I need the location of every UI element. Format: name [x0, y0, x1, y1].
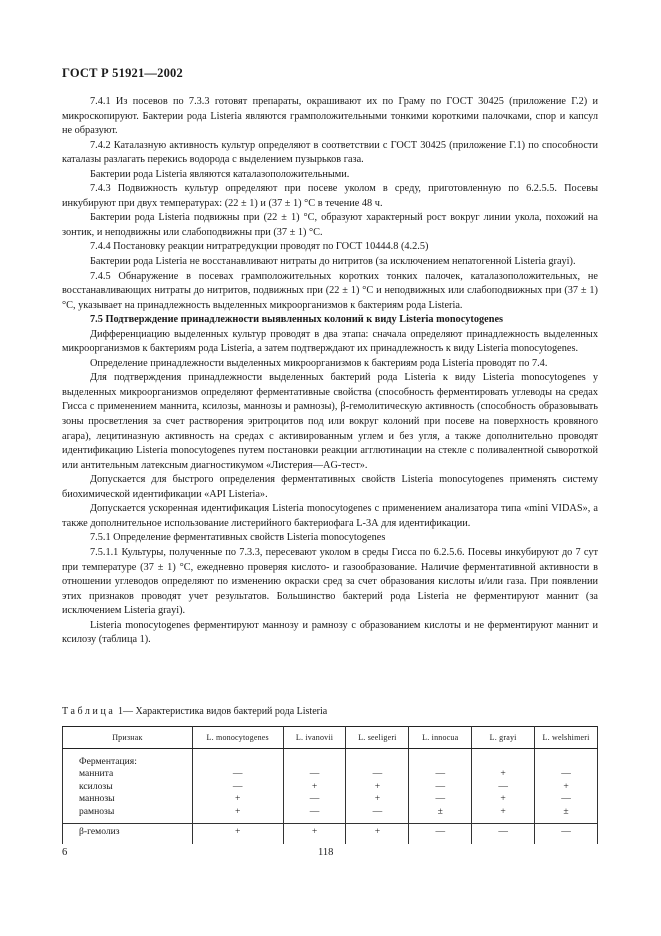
result-value: —	[561, 825, 571, 837]
result-value: +	[500, 768, 506, 780]
result-value: +	[374, 780, 381, 792]
result-value: —	[435, 825, 446, 837]
result-value: —	[309, 793, 320, 805]
result-value	[346, 756, 408, 768]
paragraph: 7.4.2 Каталазную активность культур определяют в соответствии с ГОСТ 30425 (приложение Г.1) по способности каталазы разлагать перекись водорода с выделением пузырьков газа.	[62, 139, 598, 166]
table-caption	[62, 706, 327, 717]
result-value: —	[435, 793, 446, 805]
result-value	[284, 756, 346, 768]
result-value: +	[500, 805, 506, 817]
result-value: —	[372, 805, 383, 817]
result-value: —	[435, 768, 446, 780]
result-value	[409, 756, 471, 768]
column-header-seeligeri: L. seeligeri	[346, 727, 409, 749]
result-value: —	[498, 825, 508, 837]
result-value: ±	[437, 805, 443, 817]
body-text	[62, 95, 598, 648]
table-row	[63, 749, 598, 824]
feature-label: маннита	[79, 768, 114, 780]
paragraph: Определение принадлежности выделенных микроорганизмов к бактериям рода Listeria проводят по 7.4.	[90, 357, 548, 369]
paragraph: Listeria monocytogenes ферментируют маннозу и рамнозу с образованием кислоты и не ферментируют маннит и ксилозу (таблица 1).	[62, 619, 598, 646]
result-value: —	[232, 780, 243, 792]
result-value: —	[498, 780, 508, 792]
result-value: —	[232, 768, 243, 780]
column-header-grayi: L. grayi	[472, 727, 535, 749]
column-header-feature: Признак	[63, 727, 193, 749]
result-value: —	[372, 768, 383, 780]
value-cell	[472, 823, 535, 844]
result-value: +	[500, 793, 506, 805]
paragraph: Допускается для быстрого определения ферментативных свойств Listeria monocytogenes применять систему биохимической идентификации «API Listeria».	[62, 474, 598, 500]
value-cell	[346, 823, 409, 844]
paragraph: 7.4.1 Из посевов по 7.3.3 готовят препараты, окрашивают их по Граму по ГОСТ 30425 (приложение Г.2) и микроскопируют. Бактерии рода Listeria являются грамположительными тонкими короткими палочками, спор и капсул не образуют.	[62, 96, 598, 137]
feature-label: маннозы	[79, 793, 115, 805]
result-value: +	[563, 780, 569, 792]
result-value: —	[561, 793, 571, 805]
value-cell	[283, 823, 346, 844]
result-value: +	[234, 825, 241, 837]
paragraph: Бактерии рода Listeria подвижны при (22 ± 1) °С, образуют характерный рост вокруг линии укола, похожий на зонтик, и неподвижны или слабоподвижны при (37 ± 1) °С.	[62, 212, 598, 238]
listeria-species-table	[62, 726, 598, 844]
feature-label: β-гемолиз	[79, 825, 120, 837]
paragraph: 7.4.3 Подвижность культур определяют при посеве уколом в среду, приготовленную по 6.2.5.5. Посевы инкубируют при двух температурах: (22 ± 1) и (37 ± 1) °С в течение 48 ч.	[62, 183, 598, 209]
sheet-number: 118	[318, 847, 334, 858]
feature-label: рамнозы	[79, 805, 115, 817]
paragraph: 7.5.1 Определение ферментативных свойств Listeria monocytogenes	[90, 532, 386, 544]
value-cell	[409, 749, 472, 824]
value-cell	[192, 823, 283, 844]
result-value: —	[435, 780, 446, 792]
column-header-monocytogenes: L. monocytogenes	[192, 727, 283, 749]
value-cell	[192, 749, 283, 824]
feature-label: ксилозы	[79, 780, 113, 792]
result-value: —	[309, 768, 320, 780]
value-cell	[409, 823, 472, 844]
value-cell	[472, 749, 535, 824]
result-value: ±	[563, 805, 569, 817]
result-value: +	[311, 780, 318, 792]
value-cell	[535, 823, 598, 844]
table-caption-word: Таблица	[62, 706, 116, 717]
table-caption-text: 1— Характеристика видов бактерий рода Listeria	[115, 706, 328, 717]
value-cell	[535, 749, 598, 824]
value-cell	[346, 749, 409, 824]
result-value: +	[374, 793, 381, 805]
feature-cell	[63, 823, 193, 844]
paragraph: Допускается ускоренная идентификация Listeria monocytogenes с применением анализатора типа «mini VIDAS», а также дополнительное использование листерийного бактериофага L-3А для идентификации.	[62, 503, 598, 529]
result-value	[193, 756, 283, 768]
standard-header: ГОСТ Р 51921—2002	[62, 66, 183, 80]
paragraph: Дифференциацию выделенных культур проводят в два этапа: сначала определяют принадлежность выделенных микроорганизмов к бактериям рода Listeria, а затем подтверждают их принадлежность к виду Listeria monocytogenes.	[62, 328, 598, 355]
paragraph: 7.4.4 Постановку реакции нитратредукции проводят по ГОСТ 10444.8 (4.2.5)	[90, 241, 429, 253]
feature-label: Ферментация:	[79, 756, 137, 767]
result-value: +	[311, 825, 318, 837]
result-value: —	[309, 805, 320, 817]
result-value: +	[234, 805, 241, 817]
value-cell	[283, 749, 346, 824]
result-value	[535, 756, 597, 768]
result-value: —	[561, 768, 571, 780]
table-header-row	[63, 727, 598, 749]
section-heading: 7.5 Подтверждение принадлежности выявленных колоний к виду Listeria monocytogenes	[90, 314, 504, 326]
paragraph: 7.4.5 Обнаружение в посевах грамположительных коротких тонких палочек, каталазоположительных, не восстанавливающих нитраты до нитритов, подвижных при (22 ± 1) °С и неподвижных или слабоподвижных при (37 ± 1) °С, указывает на принадлежность выделенных микроорганизмов к бактериям рода Listeria.	[62, 270, 598, 311]
table-row	[63, 823, 598, 844]
paragraph: 7.5.1.1 Культуры, полученные по 7.3.3, пересевают уколом в среды Гисса по 6.2.5.6. Посевы инкубируют до 7 сут при температуре (37 ± 1) °С, ежедневно проверяя кислото- и газообразование. Наличие ферментативной активности в отношении углеводов определяют по изменению окраски сред за счет образования кислоты и/или газа. При появлении этих признаков проводят учет результатов. Большинство бактерий рода Listeria не ферментируют маннит (за исключением Listeria grayi).	[62, 546, 598, 617]
result-value: +	[374, 825, 381, 837]
paragraph: Бактерии рода Listeria являются каталазоположительными.	[90, 168, 350, 180]
paragraph: Для подтверждения принадлежности выделенных бактерий рода Listeria к виду Listeria monocytogenes у выделенных микроорганизмов определяют ферментативные свойства (способность ферментировать углеводы на средах Гисса с применением маннита, ксилозы, маннозы и рамнозы), β-гемолитическую активность (способность образовывать зоны просветления за счет растворения эритроцитов под или вокруг колоний при посеве на поверхность кровяного агара), лецитиназную активность на средах с активированным углем и без угля, а также дополнительно проводят идентификацию Listeria monocytogenes путем постановки реакции агглютинации на стекле с поливалентной сывороткой или антительным латексным диагностикумом «Листерия—AG-тест».	[62, 372, 598, 471]
column-header-welshimeri: L. welshimeri	[535, 727, 598, 749]
column-header-ivanovii: L. ivanovii	[283, 727, 346, 749]
paragraph: Бактерии рода Listeria не восстанавливают нитраты до нитритов (за исключением непатогенной Listeria grayi).	[90, 256, 576, 268]
page-number: 6	[62, 847, 68, 858]
column-header-innocua: L. innocua	[409, 727, 472, 749]
result-value	[472, 756, 534, 768]
feature-cell	[63, 749, 193, 824]
result-value: +	[234, 793, 241, 805]
